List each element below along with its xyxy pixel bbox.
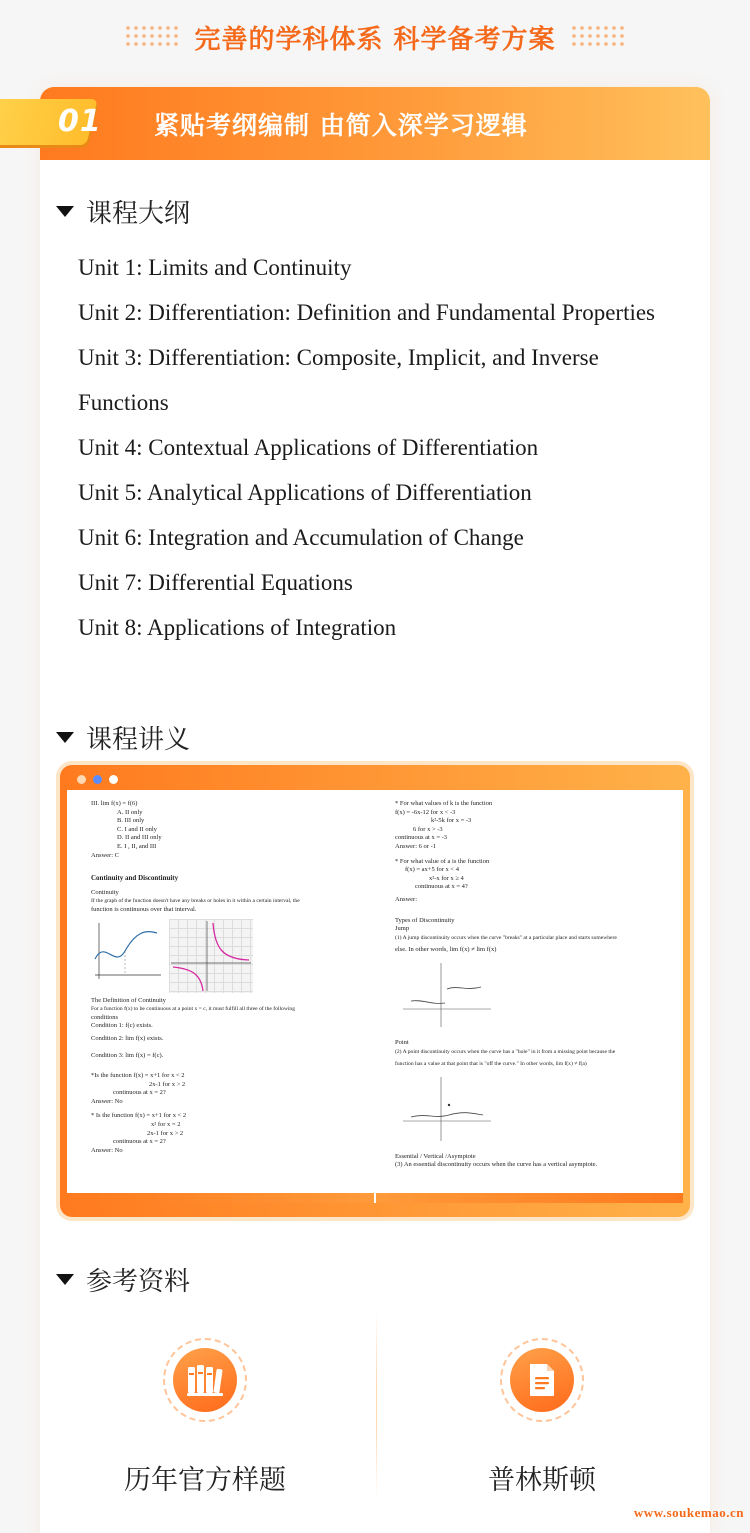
doc-text: * For what value of a is the function <box>395 857 490 865</box>
doc-text: Continuity <box>91 888 119 896</box>
graph-row <box>91 919 361 993</box>
doc-text: Answer: 6 or -1 <box>395 842 436 850</box>
doc-text: III. lim f(x) = f(6) <box>91 800 138 807</box>
doc-text: k²-5k for x = -3 <box>431 817 472 825</box>
doc-text: Condition 1: f(c) exists. <box>91 1022 153 1030</box>
window-dot-icon <box>77 775 86 784</box>
decorative-dot-grid-left <box>124 24 180 50</box>
doc-text: Answer: No <box>91 1146 123 1154</box>
jump-discontinuity-graph <box>401 961 493 1033</box>
caret-down-icon <box>56 732 74 743</box>
window-dot-icon <box>109 775 118 784</box>
books-icon <box>163 1338 247 1422</box>
unit-item: Unit 1: Limits and Continuity <box>78 255 352 280</box>
point-discontinuity-graph <box>401 1075 493 1147</box>
doc-text: 2x-1 for x > 2 <box>149 1080 186 1088</box>
reference-item-official-samples[interactable] <box>65 1338 345 1497</box>
doc-text: * For what values of k is the function <box>395 800 493 807</box>
doc-text: continuous at x = -3 <box>395 834 448 842</box>
doc-heading: Continuity and Discontinuity <box>91 874 179 883</box>
doc-text: Answer: <box>395 895 418 903</box>
syllabus-heading-label: 课程大纲 <box>86 199 191 229</box>
page-heading <box>0 14 750 60</box>
doc-text: If the graph of the function doesn't have any breaks or holes in it within a certain interval, the <box>91 898 300 905</box>
handout-heading-label: 课程讲义 <box>86 725 191 755</box>
document-icon <box>500 1338 584 1422</box>
doc-text: continuous at x = 2? <box>113 1138 166 1146</box>
unit-item: Unit 6: Integration and Accumulation of Change <box>78 525 524 550</box>
doc-text: conditions <box>91 1013 119 1021</box>
doc-text: continuous at x = 4? <box>415 883 468 891</box>
unit-item: Unit 3: Differentiation: Composite, Implicit, and Inverse Functions <box>78 345 599 415</box>
unit-item: Unit 2: Differentiation: Definition and Fundamental Properties <box>78 300 656 325</box>
handout-page-left <box>67 790 375 1203</box>
references-heading-label: 参考资料 <box>86 1267 191 1297</box>
doc-text: Condition 3: lim f(x) = f(c). <box>91 1051 164 1059</box>
caret-down-icon <box>56 206 74 217</box>
page-title: 完善的学科体系 科学备考方案 <box>194 24 556 55</box>
site-watermark: www.soukemao.cn <box>633 1505 744 1520</box>
unit-list <box>78 245 688 650</box>
unit-item: Unit 7: Differential Equations <box>78 570 353 595</box>
preview-window-bar <box>67 772 683 786</box>
doc-text: Jump <box>395 925 410 933</box>
doc-text: 2x-1 for x > 2 <box>147 1129 184 1137</box>
references-heading[interactable] <box>56 1261 190 1298</box>
unit-item: Unit 4: Contextual Applications of Differentiation <box>78 435 539 460</box>
reference-item-princeton[interactable] <box>402 1338 682 1497</box>
doc-text: Condition 2: lim f(x) exists. <box>91 1034 164 1042</box>
caret-down-icon <box>56 1274 74 1285</box>
doc-text: x²-x for x ≥ 4 <box>429 874 464 882</box>
doc-text: E. I , II, and III <box>117 842 157 850</box>
preview-footer-bar <box>67 1193 683 1203</box>
doc-text: Types of Discontinuity <box>395 916 455 924</box>
handout-preview[interactable] <box>60 765 690 1217</box>
doc-text: * Is the function f(x) = x+1 for x < 2 <box>91 1112 187 1120</box>
reference-label: 历年官方样题 <box>124 1465 286 1496</box>
handout-page-right <box>375 790 683 1203</box>
references-divider <box>376 1310 377 1500</box>
decorative-dot-grid-right <box>570 24 626 50</box>
doc-text: f(x) = ax+5 for x < 4 <box>405 866 459 874</box>
doc-text: continuous at x = 2? <box>113 1089 166 1097</box>
doc-text: B. III only <box>117 817 145 825</box>
window-dot-icon <box>93 775 102 784</box>
doc-text: Point <box>395 1038 409 1046</box>
asymptote-graph <box>169 919 253 993</box>
doc-text: Essential / Vertical /Asymptote <box>395 1152 476 1160</box>
doc-text: The Definition of Continuity <box>91 996 166 1004</box>
unit-item: Unit 5: Analytical Applications of Differentiation <box>78 480 532 505</box>
handout-heading[interactable] <box>56 719 190 756</box>
unit-item: Unit 8: Applications of Integration <box>78 615 397 640</box>
doc-text: else. In other words, lim f(x) ≠ lim f(x) <box>395 946 497 954</box>
doc-text: D. II and III only <box>117 834 162 842</box>
doc-text: x² for x = 2 <box>151 1121 181 1129</box>
doc-text: (1) A jump discontinuity occurs when the curve "breaks" at a particular place and starts somewhere <box>395 934 617 941</box>
doc-text: function is continuous over that interval. <box>91 905 197 913</box>
doc-text: Answer: No <box>91 1097 123 1105</box>
option-list <box>91 809 361 852</box>
preview-document <box>67 790 683 1203</box>
doc-text: C. I and II only <box>117 825 157 833</box>
continuous-curve-graph <box>91 919 163 989</box>
doc-text: f(x) = -6x-12 for x < -3 <box>395 808 456 816</box>
doc-text: A. II only <box>117 808 143 816</box>
syllabus-heading[interactable] <box>56 193 190 230</box>
doc-text: *Is the function f(x) = x+1 for x < 2 <box>91 1072 185 1080</box>
doc-text: 6 for x > -3 <box>413 825 443 833</box>
section-number: 01 <box>58 104 102 139</box>
doc-text: (2) A point discontinuity occurs when the curve has a "hole" in it from a missing point because the <box>395 1048 616 1055</box>
banner-title: 紧贴考纲编制 由简入深学习逻辑 <box>154 111 528 140</box>
doc-text: For a function f(x) to be continuous at a point x = c, it must fulfill all three of the following <box>91 1006 296 1013</box>
doc-text: (3) An essential discontinuity occurs when the curve has a vertical asymptote. <box>395 1161 598 1169</box>
doc-text: function has a value at that point that is "off the curve." In other words, lim f(x) ≠ f(a) <box>395 1061 587 1068</box>
doc-text: Answer: C <box>91 851 119 859</box>
reference-label: 普林斯顿 <box>488 1465 596 1496</box>
